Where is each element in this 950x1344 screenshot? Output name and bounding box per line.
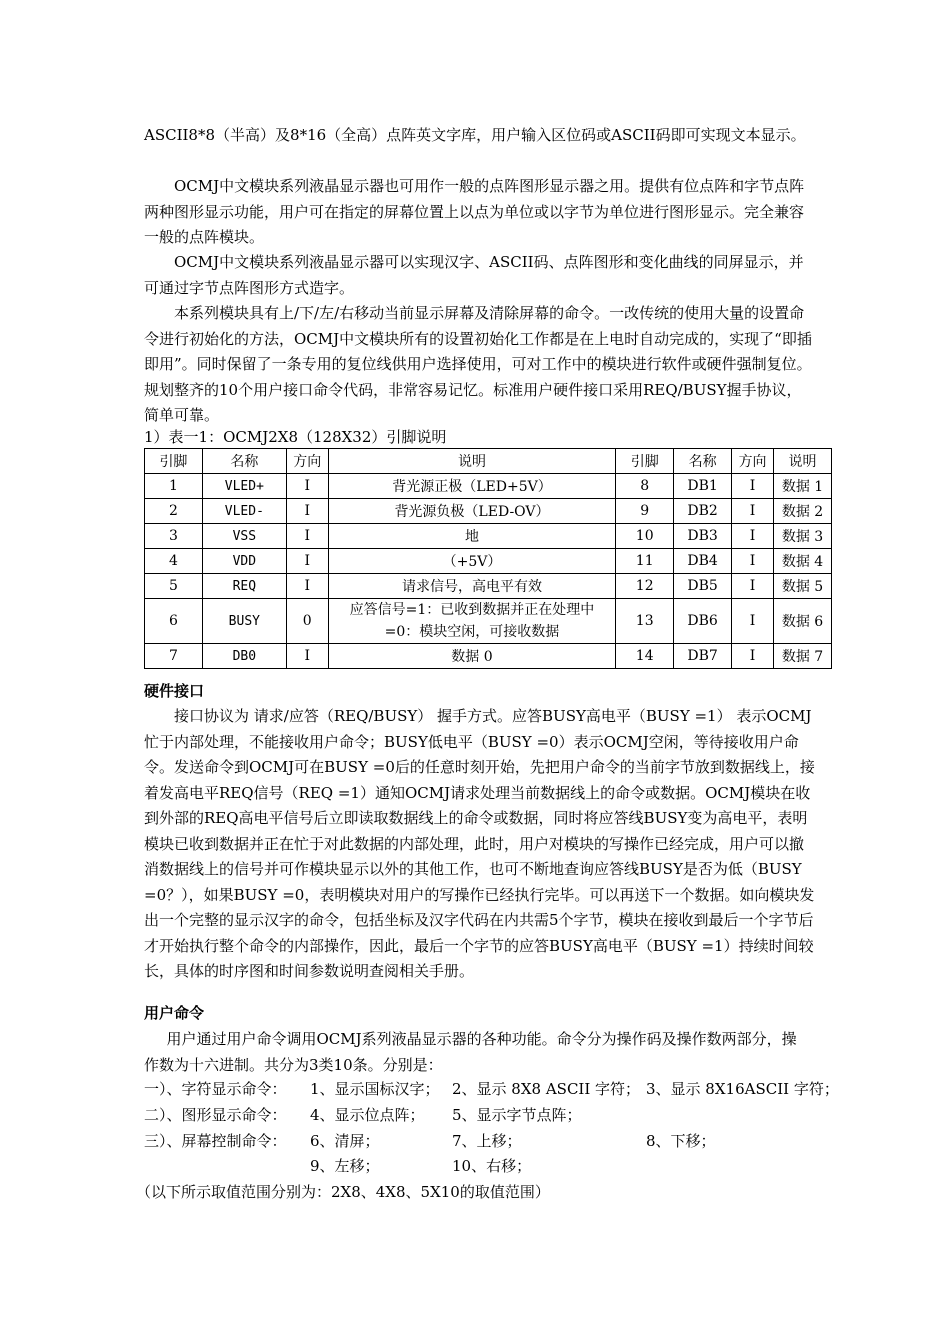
table-cell: VLED- — [202, 499, 286, 524]
hardware-body: 接口协议为 请求/应答（REQ/BUSY） 握手方式。应答BUSY高电平（BUSY =1） 表示OCMJ忙于内部处理，不能接收用户命令；BUSY低电平（BUSY =0）表示OCMJ空闲，等待接收用户命令。发送命令到OCMJ可在BUSY =0后的任意时刻开始，先把用户命令的当前字节放到数据线上，接着发高电平REQ信号（REQ =1）通知OCMJ请求处理当前数据线上的命令或数据。OCMJ模块在收到外部的REQ高电平信号后立即读取数据线上的命令或数据，同时将应答线BUSY变为高电平，表明模块已收到数据并正在忙于对此数据的内部处理，此时，用户对模块的写操作已经完成，用户可以撤消数据线上的信号并可作模块显示以外的其他工作，也可不断地查询应答线BUSY是否为低（BUSY =0？），如果BUSY =0，表明模块对用户的写操作已经执行完毕。可以再送下一个数据。如向模块发出一个完整的显示汉字的命令，包括坐标及汉字代码在内共需5个字节，模块在接收到最后一个字节后才开始执行整个命令的内部操作，因此，最后一个字节的应答BUSY高电平（BUSY =1）持续时间较长，具体的时序图和时间参数说明查阅相关手册。 — [144, 707, 815, 980]
table-cell: VSS — [202, 524, 286, 549]
table-row — [145, 574, 832, 599]
table-cell: VDD — [202, 549, 286, 574]
table-cell: 数据 7 — [774, 644, 832, 669]
cat3-item: 9、左移； — [310, 1157, 380, 1175]
table-cell: REQ — [202, 574, 286, 599]
table-cell: I — [732, 599, 774, 644]
table-cell: I — [286, 474, 328, 499]
user-cmd-heading: 用户命令 — [144, 1004, 205, 1022]
table-header-row — [145, 449, 832, 474]
table-cell: I — [286, 644, 328, 669]
table-cell: DB1 — [674, 474, 732, 499]
cat3-item: 10、右移； — [452, 1157, 532, 1175]
cat2-item: 5、显示字节点阵； — [452, 1106, 582, 1124]
table-row — [145, 474, 832, 499]
cat1-item: 1、显示国标汉字； — [310, 1080, 440, 1098]
table-cell: 6 — [145, 599, 203, 644]
paragraph-same-screen: OCMJ中文模块系列液晶显示器可以实现汉字、ASCII码、点阵图形和变化曲线的同屏显示，并可通过字节点阵图形方式造字。 — [144, 253, 804, 297]
cat3-item: 6、清屏； — [310, 1132, 380, 1150]
header-cell: 引脚 — [616, 449, 674, 474]
table-cell: I — [732, 574, 774, 599]
table-row — [145, 524, 832, 549]
header-cell: 说明 — [774, 449, 832, 474]
table-cell — [328, 599, 616, 644]
table-caption: 1）表一1：OCMJ2X8（128X32）引脚说明 — [144, 428, 447, 446]
busy-desc-line2: =0：模块空闲，可接收数据 — [384, 624, 560, 640]
table-cell: 2 — [145, 499, 203, 524]
table-cell: 背光源负极（LED-OV） — [328, 499, 616, 524]
table-cell: DB3 — [674, 524, 732, 549]
header-cell: 名称 — [674, 449, 732, 474]
table-cell: 12 — [616, 574, 674, 599]
table-cell: 4 — [145, 549, 203, 574]
table-cell: 10 — [616, 524, 674, 549]
table-cell: 11 — [616, 549, 674, 574]
table-cell: 地 — [328, 524, 616, 549]
table-cell: 数据 6 — [774, 599, 832, 644]
table-cell: 数据 4 — [774, 549, 832, 574]
range-note: （以下所示取值范围分别为：2X8、4X8、5X10的取值范围） — [136, 1183, 550, 1201]
cat3-item: 7、上移； — [452, 1132, 522, 1150]
cat1-label: 一）、字符显示命令： — [144, 1080, 287, 1098]
table-cell: 数据 0 — [328, 644, 616, 669]
busy-desc-line1: 应答信号=1：已收到数据并正在处理中 — [349, 602, 595, 618]
cat3-label: 三）、屏幕控制命令： — [144, 1132, 287, 1150]
table-cell: 数据 1 — [774, 474, 832, 499]
table-cell: 请求信号，高电平有效 — [328, 574, 616, 599]
table-cell: DB6 — [674, 599, 732, 644]
table-cell: 0 — [286, 599, 328, 644]
header-cell: 引脚 — [145, 449, 203, 474]
table-cell: I — [286, 524, 328, 549]
table-cell: I — [732, 499, 774, 524]
table-cell: 8 — [616, 474, 674, 499]
header-cell: 方向 — [286, 449, 328, 474]
header-cell: 名称 — [202, 449, 286, 474]
hardware-heading: 硬件接口 — [144, 682, 205, 700]
table-cell: 背光源正极（LED+5V） — [328, 474, 616, 499]
table-cell: 数据 5 — [774, 574, 832, 599]
table-cell: DB5 — [674, 574, 732, 599]
cat1-item: 2、显示 8X8 ASCII 字符； — [452, 1080, 641, 1098]
table-cell: I — [286, 499, 328, 524]
table-row — [145, 499, 832, 524]
table-cell: DB4 — [674, 549, 732, 574]
header-cell: 方向 — [732, 449, 774, 474]
table-cell: I — [732, 474, 774, 499]
cat3-item: 8、下移； — [646, 1132, 716, 1150]
cat1-item: 3、显示 8X16ASCII 字符； — [646, 1080, 839, 1098]
table-cell: 7 — [145, 644, 203, 669]
table-cell: I — [732, 644, 774, 669]
cat2-label: 二）、图形显示命令： — [144, 1106, 287, 1124]
pin-table — [144, 448, 832, 669]
user-cmd-body: 用户通过用户命令调用OCMJ系列液晶显示器的各种功能。命令分为操作码及操作数两部分，操作数为十六进制。共分为3类10条。分别是： — [144, 1030, 797, 1074]
table-cell: I — [732, 524, 774, 549]
paragraph-shift-commands: 本系列模块具有上/下/左/右移动当前显示屏幕及清除屏幕的命令。一改传统的使用大量的设置命令进行初始化的方法，OCMJ中文模块所有的设置初始化工作都是在上电时自动完成的，实现了“即插即用”。同时保留了一条专用的复位线供用户选择使用，可对工作中的模块进行软件或硬件强制复位。规划整齐的10个用户接口命令代码，非常容易记忆。标准用户硬件接口采用REQ/BUSY握手协议，简单可靠。 — [144, 304, 812, 424]
cat2-item: 4、显示位点阵； — [310, 1106, 425, 1124]
table-cell: DB7 — [674, 644, 732, 669]
paragraph-ascii: ASCII8*8（半高）及8*16（全高）点阵英文字库，用户输入区位码或ASCII码即可实现文本显示。 — [144, 126, 806, 144]
table-row — [145, 644, 832, 669]
table-cell: I — [732, 549, 774, 574]
paragraph-graphics: OCMJ中文模块系列液晶显示器也可用作一般的点阵图形显示器之用。提供有位点阵和字节点阵两种图形显示功能，用户可在指定的屏幕位置上以点为单位或以字节为单位进行图形显示。完全兼容一般的点阵模块。 — [144, 177, 805, 246]
table-cell: DB0 — [202, 644, 286, 669]
table-cell: 3 — [145, 524, 203, 549]
table-cell: 13 — [616, 599, 674, 644]
table-cell: 5 — [145, 574, 203, 599]
header-cell: 说明 — [328, 449, 616, 474]
table-cell: I — [286, 549, 328, 574]
table-cell: VLED+ — [202, 474, 286, 499]
table-cell: DB2 — [674, 499, 732, 524]
table-cell: 9 — [616, 499, 674, 524]
table-row — [145, 549, 832, 574]
table-cell: I — [286, 574, 328, 599]
table-cell: 1 — [145, 474, 203, 499]
table-row — [145, 599, 832, 644]
table-cell: 14 — [616, 644, 674, 669]
table-cell: BUSY — [202, 599, 286, 644]
table-cell: 数据 2 — [774, 499, 832, 524]
table-cell: 数据 3 — [774, 524, 832, 549]
table-cell: （+5V） — [328, 549, 616, 574]
